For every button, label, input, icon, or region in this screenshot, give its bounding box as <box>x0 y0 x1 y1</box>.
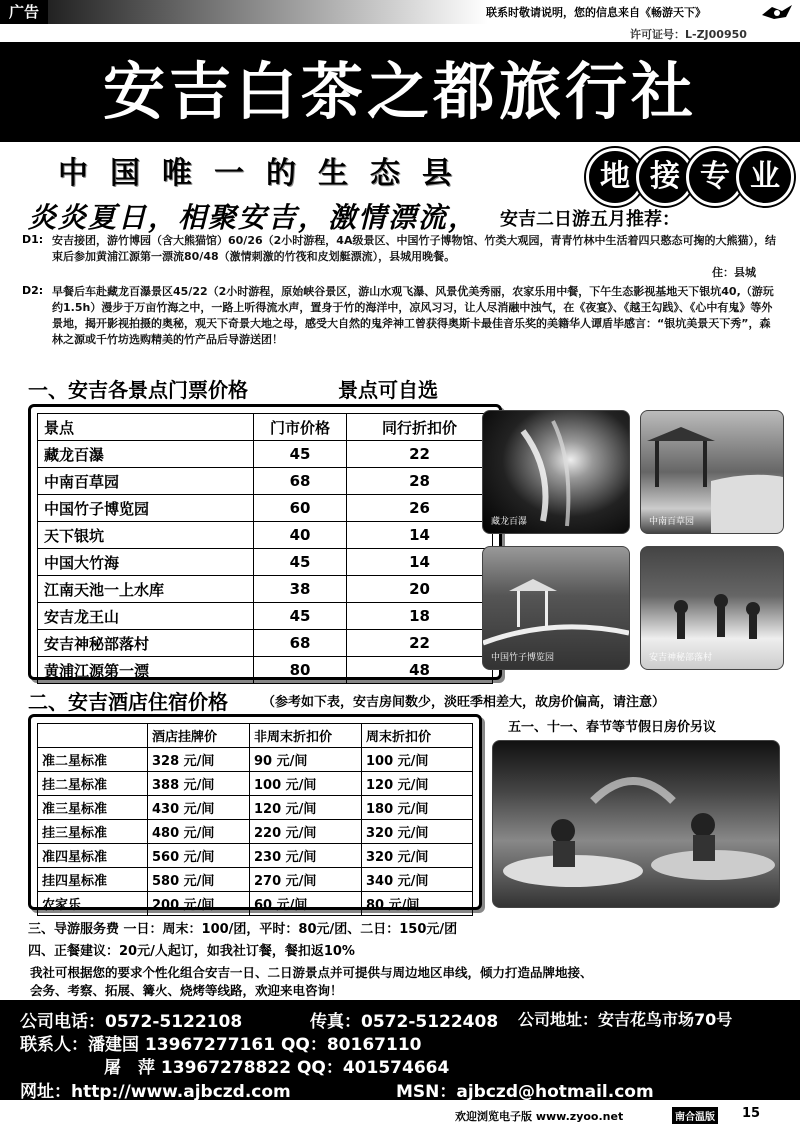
table-row <box>38 549 493 576</box>
table-row <box>38 630 493 657</box>
photo-tribal-village <box>640 546 784 670</box>
photo-rafting <box>492 740 780 908</box>
table-cell: 560 元/间 <box>148 844 250 868</box>
badge-char: 地 <box>586 148 644 206</box>
photo-bamboo-park <box>482 546 630 670</box>
table-cell: 68 <box>254 468 347 495</box>
table-cell: 26 <box>347 495 493 522</box>
section-note: （参考如下表，安吉房间数少，淡旺季相差大，故房价偏高，请注意） <box>262 695 666 710</box>
table-cell: 14 <box>347 549 493 576</box>
column-header: 酒店挂牌价 <box>148 724 250 748</box>
table-row <box>38 603 493 630</box>
badge-char: 接 <box>636 148 694 206</box>
slogan-summer: 炎炎夏日，相聚安吉，激情漂流， <box>28 201 479 234</box>
table-cell: 20 <box>347 576 493 603</box>
hotel-table-frame <box>28 714 482 913</box>
contact-person: 屠 萍 13967278822 QQ：401574664 <box>104 1058 450 1078</box>
promo-line: 会务、考察、拓展、篝火、烧烤等线路，欢迎来电咨询！ <box>30 983 343 998</box>
table-cell: 安吉龙王山 <box>38 603 254 630</box>
source-notice: 联系时敬请说明，您的信息来自《畅游天下》 <box>486 6 706 19</box>
day-label: D2: <box>22 284 44 297</box>
ad-tag: 广告 <box>8 3 39 21</box>
table-cell: 天下银坑 <box>38 522 254 549</box>
company-address: 公司地址：安吉花鸟市场70号 <box>518 1010 733 1029</box>
table-row <box>38 796 473 820</box>
msn-contact[interactable]: MSN：ajbczd@hotmail.com <box>396 1082 654 1102</box>
ticket-table <box>37 413 493 684</box>
table-cell: 68 <box>254 630 347 657</box>
table-cell: 388 元/间 <box>148 772 250 796</box>
logo-icon <box>760 3 794 21</box>
photo-waterfall <box>482 410 630 534</box>
table-cell: 准四星标准 <box>38 844 148 868</box>
table-cell: 45 <box>254 549 347 576</box>
table-cell: 准二星标准 <box>38 748 148 772</box>
table-row <box>38 844 473 868</box>
day-description: 早餐后车赴藏龙百瀑景区45/22（2小时游程，原始峡谷景区，游山水观飞瀑、风景优美秀丽，农家乐用中餐，下午生态影视基地天下银坑40,（游玩约1.5h）漫步于万亩竹海之中，一路上听得流水声，置身于竹的海洋中，凉风习习，让人尽消融中浊气，在《夜宴》、《越王勾践》、《心中有鬼》等外景地，揭开影视拍摄的奥秘，观天下奇景大地之母，感受大自然的鬼斧神工曾获得奥斯卡最佳音乐奖的美籍华人谭盾毕感言：“银坑美景天下秀”，森林之源或千竹坊选购精美的竹产品后导游送团！ <box>52 285 774 346</box>
contact-person: 联系人：潘建国 13967277161 QQ：80167110 <box>20 1035 422 1055</box>
website-link[interactable]: 网址：http://www.ajbczd.com <box>20 1082 291 1102</box>
table-header-row <box>38 414 493 441</box>
table-cell: 中国大竹海 <box>38 549 254 576</box>
table-cell: 45 <box>254 441 347 468</box>
table-cell: 黄浦江源第一漂 <box>38 657 254 684</box>
photo-garden <box>640 410 784 534</box>
column-header: 周末折扣价 <box>362 724 473 748</box>
column-header: 同行折扣价 <box>347 414 493 441</box>
table-cell: 江南天池一上水库 <box>38 576 254 603</box>
table-header-row <box>38 724 473 748</box>
table-cell: 220 元/间 <box>250 820 362 844</box>
table-cell: 270 元/间 <box>250 868 362 892</box>
table-cell: 安吉神秘部落村 <box>38 630 254 657</box>
table-cell: 320 元/间 <box>362 820 473 844</box>
page-number: 15 <box>742 1106 761 1121</box>
table-cell: 准三星标准 <box>38 796 148 820</box>
table-cell: 120 元/间 <box>250 796 362 820</box>
table-row <box>38 495 493 522</box>
table-cell: 14 <box>347 522 493 549</box>
badge-char: 专 <box>686 148 744 206</box>
company-fax: 传真：0572-5122408 <box>310 1012 499 1032</box>
table-cell: 28 <box>347 468 493 495</box>
table-cell: 320 元/间 <box>362 844 473 868</box>
table-cell: 农家乐 <box>38 892 148 916</box>
table-cell: 430 元/间 <box>148 796 250 820</box>
table-cell: 中国竹子博览园 <box>38 495 254 522</box>
table-cell: 90 元/间 <box>250 748 362 772</box>
table-cell: 38 <box>254 576 347 603</box>
column-header <box>38 724 148 748</box>
table-cell: 中南百草园 <box>38 468 254 495</box>
holiday-price-note: 五一、十一、春节等节假日房价另议 <box>508 720 717 735</box>
badge-char: 业 <box>736 148 794 206</box>
table-cell: 120 元/间 <box>362 772 473 796</box>
table-row <box>38 868 473 892</box>
table-cell: 藏龙百瀑 <box>38 441 254 468</box>
table-cell: 80 <box>254 657 347 684</box>
table-cell: 挂四星标准 <box>38 868 148 892</box>
table-cell: 40 <box>254 522 347 549</box>
page-title: 安吉白茶之都旅行社 <box>102 55 697 128</box>
table-row <box>38 522 493 549</box>
table-cell: 45 <box>254 603 347 630</box>
table-cell: 100 元/间 <box>362 748 473 772</box>
column-header: 景点 <box>38 414 254 441</box>
company-phone: 公司电话：0572-5122108 <box>20 1012 243 1032</box>
table-row <box>38 468 493 495</box>
meal-suggestion: 四、正餐建议：20元/人起订，如我社订餐，餐扣返10% <box>28 944 355 959</box>
table-row <box>38 576 493 603</box>
slogan-eco-county: 中国唯一的生态县 <box>58 156 474 191</box>
promo-line: 我社可根据您的要求个性化组合安吉一日、二日游景点并可提供与周边地区串线，倾力打造品牌地接、 <box>30 965 593 980</box>
photo-caption: 中南百草园 <box>649 517 695 527</box>
table-cell: 180 元/间 <box>362 796 473 820</box>
table-row <box>38 772 473 796</box>
top-bar-gradient <box>48 0 488 24</box>
table-row <box>38 892 473 916</box>
table-cell: 挂二星标准 <box>38 772 148 796</box>
table-cell: 挂三星标准 <box>38 820 148 844</box>
photo-caption: 藏龙百瀑 <box>491 517 528 527</box>
table-cell: 22 <box>347 630 493 657</box>
table-row <box>38 657 493 684</box>
table-cell: 22 <box>347 441 493 468</box>
tour-recommend: 安吉二日游五月推荐： <box>500 209 680 230</box>
column-header: 门市价格 <box>254 414 347 441</box>
table-cell: 328 元/间 <box>148 748 250 772</box>
table-row <box>38 748 473 772</box>
hotel-table <box>37 723 473 916</box>
table-row <box>38 820 473 844</box>
guide-fee: 三、导游服务费 一日：周末：100/团，平时：80元/团、二日：150元/团 <box>28 922 458 937</box>
section-title: 二、安吉酒店住宿价格 <box>28 690 228 714</box>
day-lodging: 住：县城 <box>712 266 756 279</box>
section-title: 一、安吉各景点门票价格 <box>28 378 248 402</box>
table-cell: 60 元/间 <box>250 892 362 916</box>
table-cell: 200 元/间 <box>148 892 250 916</box>
footer-text: 欢迎浏览电子版 www.zyoo.net <box>455 1110 624 1123</box>
day-label: D1: <box>22 233 44 246</box>
table-cell: 580 元/间 <box>148 868 250 892</box>
table-cell: 80 元/间 <box>362 892 473 916</box>
table-cell: 18 <box>347 603 493 630</box>
table-row <box>38 441 493 468</box>
table-cell: 230 元/间 <box>250 844 362 868</box>
footer-badge: 南合温版 <box>672 1107 718 1124</box>
photo-caption: 安吉神秘部落村 <box>649 653 713 663</box>
table-cell: 100 元/间 <box>250 772 362 796</box>
table-cell: 48 <box>347 657 493 684</box>
license-number: 许可证号：L-ZJ00950 <box>630 28 747 41</box>
table-cell: 480 元/间 <box>148 820 250 844</box>
ticket-table-frame <box>28 404 502 680</box>
column-header: 非周末折扣价 <box>250 724 362 748</box>
table-cell: 60 <box>254 495 347 522</box>
section-note: 景点可自选 <box>338 378 438 402</box>
table-cell: 340 元/间 <box>362 868 473 892</box>
photo-caption: 中国竹子博览园 <box>491 653 555 663</box>
day-description: 安吉接团，游竹博园（含大熊猫馆）60/26（2小时游程，4A级景区、中国竹子博物馆、竹类大观园，青青竹林中生活着四只憨态可掬的大熊猫），结束后参加黄浦江源第一漂流80/48（激情刺激的竹筏和皮划艇漂流），县城用晚餐。 <box>52 234 776 263</box>
